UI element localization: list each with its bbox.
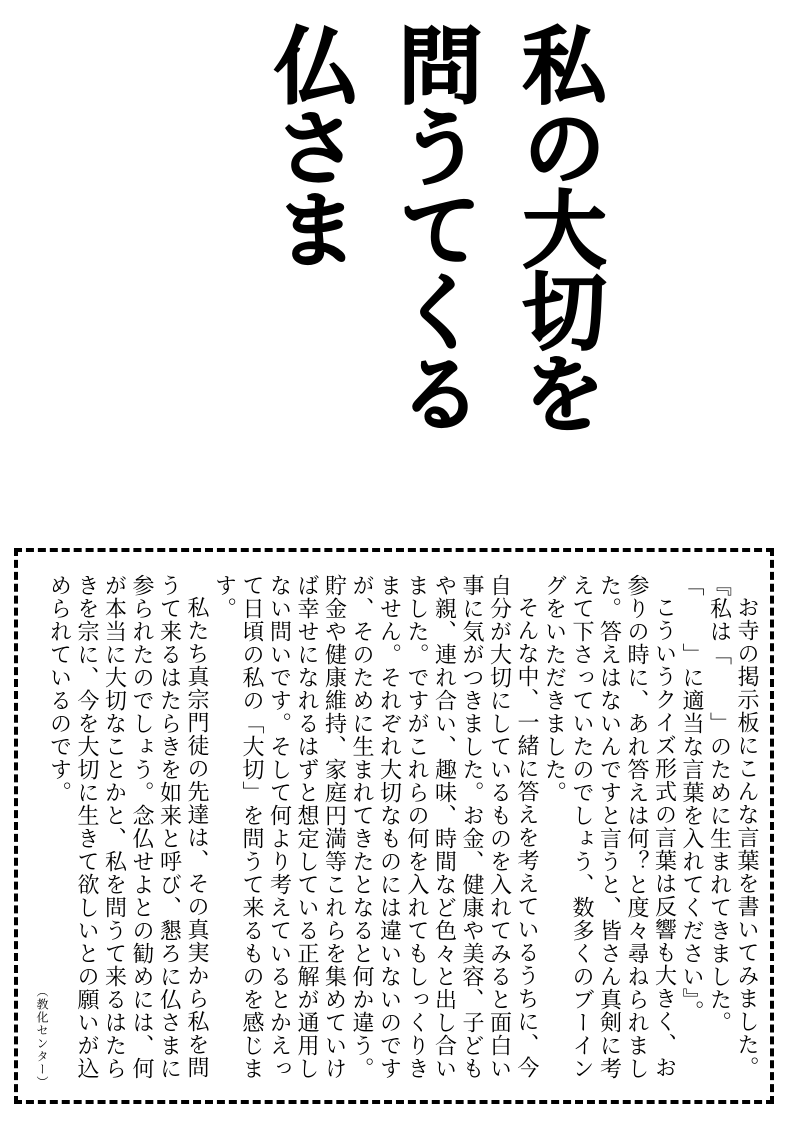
credit: （教化センター） xyxy=(35,985,49,1089)
title-line-1: 私の大切を xyxy=(509,22,607,432)
title-line-2: 問うてくる xyxy=(385,22,483,432)
paragraph-1: お寺の掲示板にこんな言葉を書いてみました。『私は「 」のために生まれてきました。「 」に適当な言葉を入れてください』。 xyxy=(679,574,759,1079)
body-text xyxy=(20,574,760,1094)
paragraph-4: 私たち真宗門徒の先達は、その真実から私を問うて来るはたらきを如来と呼び、懇ろに仏さまに参られたのでしょう。念仏せよとの勧めには、何が本当に大切なことかと、私を問うて来るはたらきを宗に、今を大切に生きて欲しいとの願いが込められているのです。 xyxy=(46,574,209,1080)
paragraph-2: こういうクイズ形式の言葉は反響も大きく、お参りの時に、あれ答えは何？と度々尋ねられました。答えはないんですと言うと、皆さん真剣に考えて下さっていたのでしょう、数多くのブーイングをいただきました。 xyxy=(541,574,677,1080)
title-line-3: 仏さま xyxy=(261,22,359,268)
title-block xyxy=(150,22,607,522)
paragraph-3: そんな中、一緒に答えを考えているうちに、今自分が大切にしているものを入れてみると面白い事に気がつきました。お金、健康や美容、子どもや親、連れ合い、趣味、時間など色々と出し合いました。ですがこれらの何を入れてもしっくりきません。それぞれ大切なものには違いないのですが、そのために生まれてきたとなると何か違う。貯金や健康維持、家庭円満等これらを集めていけば幸せになれるはずと想定している正解が通用しない問いです。そして何より考えているとかえって日頃の私の「大切」を問うて来るものを感じます。 xyxy=(211,574,539,1080)
